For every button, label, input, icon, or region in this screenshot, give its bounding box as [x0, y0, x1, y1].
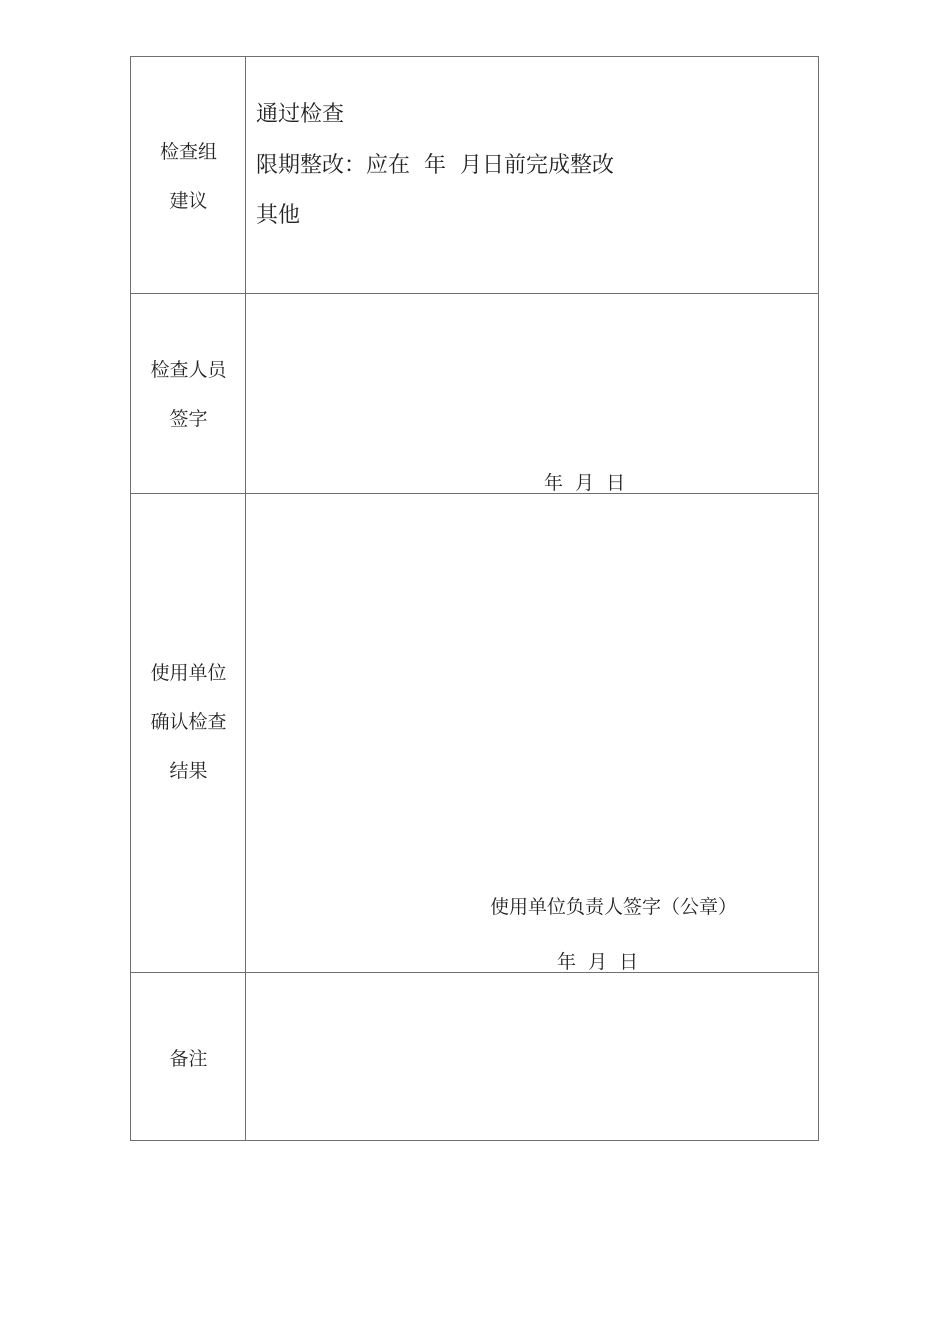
inspection-form-table — [130, 56, 819, 1141]
label-suggestion-line-1: 检查组 — [159, 141, 217, 163]
option-rectify-deadline: 限期整改：应在 年 月日前完成整改 — [256, 153, 614, 178]
content-cell-suggestion — [246, 57, 818, 293]
content-cell-remarks[interactable] — [246, 973, 818, 1140]
unit-confirm-date: 年 月 日 — [557, 951, 639, 973]
row-unit-confirmation — [131, 494, 818, 973]
label-cell-remarks — [131, 973, 246, 1140]
row-remarks — [131, 973, 818, 1140]
content-cell-inspector[interactable] — [246, 294, 818, 493]
label-remarks: 备注 — [169, 1048, 208, 1070]
label-cell-inspector — [131, 294, 246, 493]
option-other: 其他 — [256, 203, 301, 228]
label-confirm-line-3: 结果 — [169, 760, 208, 782]
label-inspector-line-2: 签字 — [169, 408, 208, 430]
option-pass: 通过检查 — [256, 102, 345, 127]
label-suggestion-line-2: 建议 — [169, 190, 208, 212]
inspector-date: 年 月 日 — [544, 472, 626, 494]
content-cell-confirm[interactable] — [246, 494, 818, 972]
label-confirm-line-2: 确认检查 — [150, 711, 227, 733]
label-cell-suggestion — [131, 57, 246, 293]
unit-signer-label: 使用单位负责人签字（公章） — [490, 896, 738, 918]
row-suggestion — [131, 57, 818, 294]
label-confirm-line-1: 使用单位 — [150, 662, 227, 684]
label-inspector-line-1: 检查人员 — [150, 359, 227, 381]
row-inspector-signature — [131, 294, 818, 494]
label-cell-confirm — [131, 494, 246, 972]
